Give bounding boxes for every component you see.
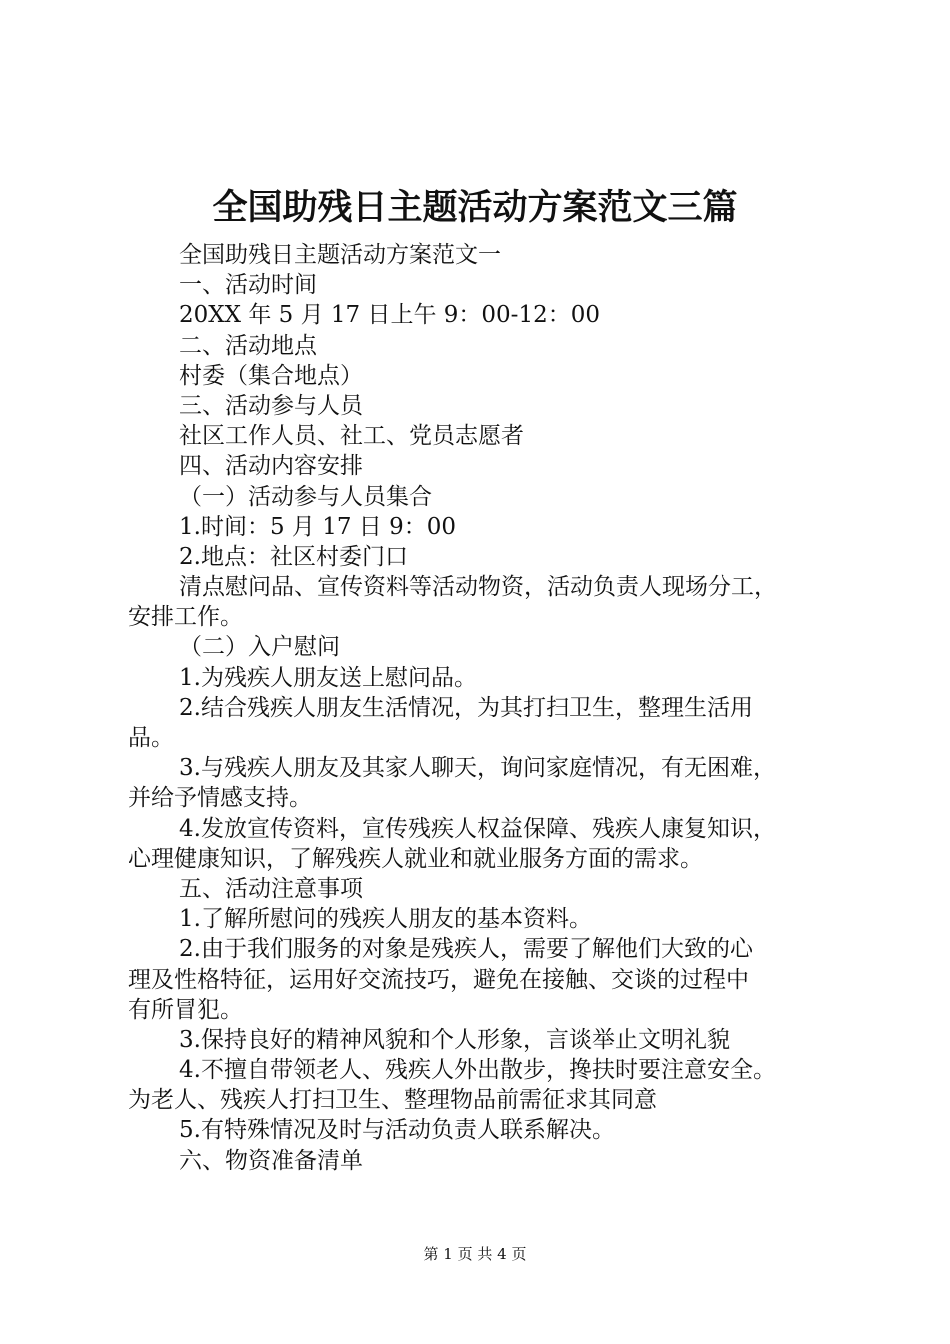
body-line: 3.保持良好的精神风貌和个人形象，言谈举止文明礼貌 (179, 1026, 730, 1053)
document-body (128, 240, 850, 1176)
body-line: 1.为残疾人朋友送上慰问品。 (179, 664, 477, 691)
body-line: 品。 (128, 725, 174, 751)
body-line: 1.时间：5 月 17 日 9：00 (179, 513, 456, 540)
body-line: 四、活动内容安排 (179, 453, 363, 480)
body-line: 1.了解所慰问的残疾人朋友的基本资料。 (179, 906, 592, 933)
body-line: 4.不擅自带领老人、残疾人外出散步，搀扶时要注意安全。 (179, 1057, 776, 1084)
body-line: 全国助残日主题活动方案范文一 (179, 242, 501, 268)
body-line: 为老人、残疾人打扫卫生、整理物品前需征求其同意 (128, 1087, 657, 1114)
body-line: 一、活动时间 (179, 272, 317, 299)
body-line: 20XX 年 5 月 17 日上午 9：00-12：00 (179, 302, 600, 329)
body-line: 二、活动地点 (179, 332, 317, 359)
body-line: 3.与残疾人朋友及其家人聊天，询问家庭情况，有无困难， (179, 755, 776, 782)
body-line: （二）入户慰问 (179, 634, 340, 661)
body-line: 清点慰问品、宣传资料等活动物资，活动负责人现场分工， (179, 574, 777, 601)
body-line: 2.由于我们服务的对象是残疾人，需要了解他们大致的心 (179, 936, 753, 963)
body-line: 2.地点：社区村委门口 (179, 543, 408, 570)
document-title: 全国助残日主题活动方案范文三篇 (212, 187, 738, 228)
body-line: 三、活动参与人员 (179, 392, 363, 419)
body-line: 安排工作。 (128, 604, 243, 631)
body-line: 2.结合残疾人朋友生活情况，为其打扫卫生，整理生活用 (179, 694, 753, 721)
body-line: 五、活动注意事项 (179, 875, 363, 902)
body-line: 理及性格特征，运用好交流技巧，避免在接触、交谈的过程中 (128, 966, 749, 993)
body-line: （一）活动参与人员集合 (179, 483, 432, 510)
page-footer: 第 1 页 共 4 页 (423, 1245, 527, 1263)
body-line: 有所冒犯。 (128, 996, 243, 1023)
body-line: 心理健康知识，了解残疾人就业和就业服务方面的需求。 (128, 845, 703, 872)
body-line: 村委（集合地点） (179, 362, 363, 389)
body-line: 4.发放宣传资料，宣传残疾人权益保障、残疾人康复知识， (179, 815, 776, 842)
body-line: 六、物资准备清单 (179, 1147, 363, 1174)
body-line: 社区工作人员、社工、党员志愿者 (179, 423, 524, 450)
body-line: 5.有特殊情况及时与活动负责人联系解决。 (179, 1117, 615, 1144)
body-line: 并给予情感支持。 (128, 785, 312, 812)
